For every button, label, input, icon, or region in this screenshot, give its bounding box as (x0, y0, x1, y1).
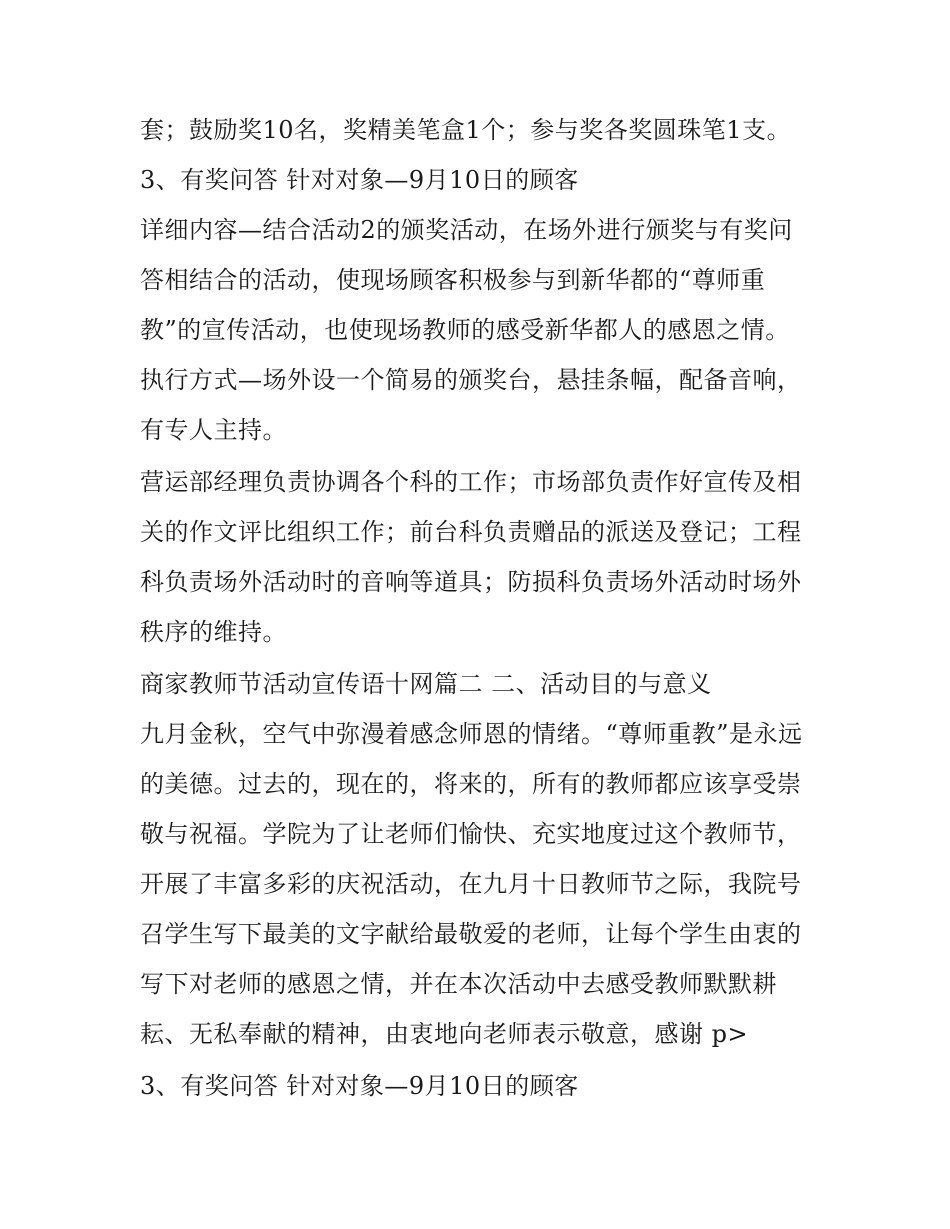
text-line: 执行方式—场外设一个简易的颁奖台，悬挂条幅，配备音响， (140, 366, 802, 394)
text-line: 写下对老师的感恩之情，并在本次活动中去感受教师默默耕 (140, 970, 777, 998)
text-line: 3、有奖问答 针对对象—9月10日的顾客 (140, 166, 579, 194)
text-line: 秩序的维持。 (140, 618, 287, 646)
text-line: 答相结合的活动，使现场顾客积极参与到新华都的“尊师重 (140, 266, 766, 294)
text-line: 的美德。过去的，现在的，将来的，所有的教师都应该享受崇 (140, 770, 802, 798)
text-line: 教”的宣传活动，也使现场教师的感受新华都人的感恩之情。 (140, 316, 790, 344)
text-line: 关的作文评比组织工作；前台科负责赠品的派送及登记；工程 (140, 518, 802, 546)
text-line: 详细内容—结合活动2的颁奖活动，在场外进行颁奖与有奖问 (140, 216, 793, 244)
text-line: 耘、无私奉献的精神，由衷地向老师表示敬意，感谢 p> (140, 1020, 749, 1048)
text-line: 有专人主持。 (140, 416, 287, 444)
text-line: 召学生写下最美的文字献给最敬爱的老师，让每个学生由衷的 (140, 920, 802, 948)
text-line: 敬与祝福。学院为了让老师们愉快、充实地度过这个教师节， (140, 820, 802, 848)
text-line: 营运部经理负责协调各个科的工作；市场部负责作好宣传及相 (140, 468, 802, 496)
text-line: 科负责场外活动时的音响等道具；防损科负责场外活动时场外 (140, 568, 802, 596)
section-heading: 商家教师节活动宣传语十网篇二 二、活动目的与意义 (140, 670, 712, 698)
text-line: 套；鼓励奖10名，奖精美笔盒1个；参与奖各奖圆珠笔1支。 (140, 116, 792, 144)
text-line: 开展了丰富多彩的庆祝活动，在九月十日教师节之际，我院号 (140, 870, 802, 898)
text-line: 3、有奖问答 针对对象—9月10日的顾客 (140, 1072, 579, 1100)
text-line: 九月金秋，空气中弥漫着感念师恩的情绪。“尊师重教”是永远 (140, 720, 803, 748)
